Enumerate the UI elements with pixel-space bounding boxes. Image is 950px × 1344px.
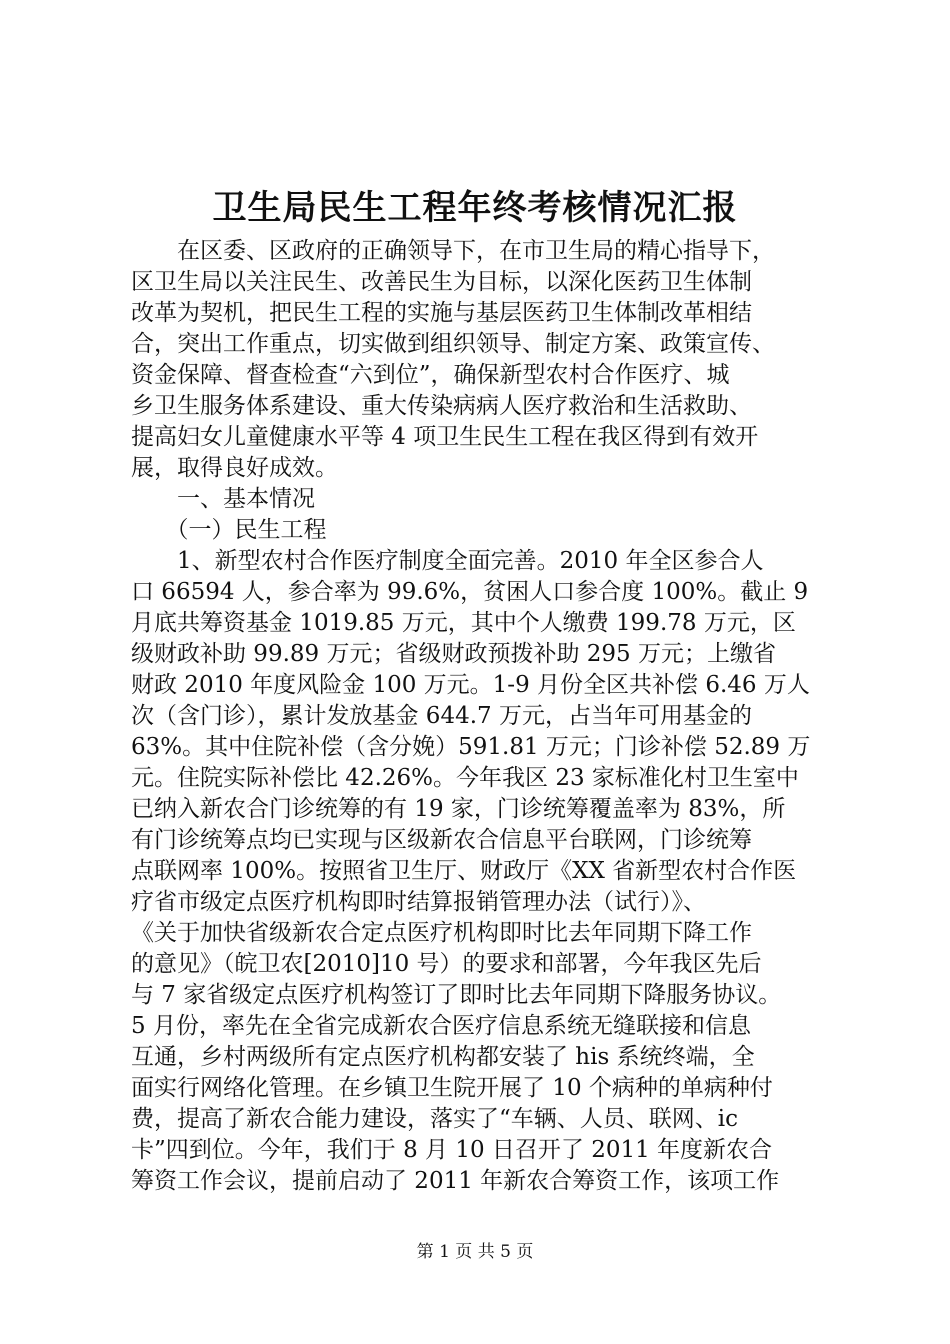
text-line: 提高妇女儿童健康水平等 4 项卫生民生工程在我区得到有效开 xyxy=(131,424,759,450)
text-line: 筹资工作会议，提前启动了 2011 年新农合筹资工作，该项工作 xyxy=(131,1168,780,1194)
text-line: 点联网率 100%。按照省卫生厅、财政厅《XX 省新型农村合作医 xyxy=(131,858,797,884)
section-heading: 一、基本情况 xyxy=(131,486,315,512)
text-line: 与 7 家省级定点医疗机构签订了即时比去年同期下降服务协议。 xyxy=(131,982,782,1008)
text-line: 《关于加快省级新农合定点医疗机构即时比去年同期下降工作 xyxy=(131,920,752,946)
text-line: 资金保障、督查检查“六到位”，确保新型农村合作医疗、城 xyxy=(131,362,730,388)
text-line: 互通，乡村两级所有定点医疗机构都安装了 his 系统终端，全 xyxy=(131,1044,755,1070)
text-line: 展，取得良好成效。 xyxy=(131,455,338,481)
text-line: 疗省市级定点医疗机构即时结算报销管理办法（试行）》、 xyxy=(131,889,706,915)
page-footer: 第 1 页 共 5 页 xyxy=(416,1242,534,1262)
document-body xyxy=(131,236,826,1197)
text-line: 次（含门诊），累计发放基金 644.7 万元，占当年可用基金的 xyxy=(131,703,752,729)
text-line: 的意见》（皖卫农[2010]10 号）的要求和部署，今年我区先后 xyxy=(131,951,762,977)
subsection-heading: （一）民生工程 xyxy=(131,517,327,543)
text-line: 合，突出工作重点，切实做到组织领导、制定方案、政策宣传、 xyxy=(131,331,775,357)
text-line: 5 月份，率先在全省完成新农合医疗信息系统无缝联接和信息 xyxy=(131,1013,751,1039)
text-line: 月底共筹资基金 1019.85 万元，其中个人缴费 199.78 万元，区 xyxy=(131,610,796,636)
text-line: 已纳入新农合门诊统筹的有 19 家，门诊统筹覆盖率为 83%，所 xyxy=(131,796,786,822)
text-line: 在区委、区政府的正确领导下，在市卫生局的精心指导下， xyxy=(131,238,775,264)
text-line: 级财政补助 99.89 万元；省级财政预拨补助 295 万元；上缴省 xyxy=(131,641,776,667)
text-line: 有门诊统筹点均已实现与区级新农合信息平台联网，门诊统筹 xyxy=(131,827,752,853)
text-line: 改革为契机，把民生工程的实施与基层医药卫生体制改革相结 xyxy=(131,300,752,326)
text-line: 费，提高了新农合能力建设，落实了“车辆、人员、联网、ic xyxy=(131,1106,738,1132)
text-line: 口 66594 人，参合率为 99.6%，贫困人口参合度 100%。截止 9 xyxy=(131,579,809,605)
text-line: 财政 2010 年度风险金 100 万元。1-9 月份全区共补偿 6.46 万人 xyxy=(131,672,810,698)
text-line: 面实行网络化管理。在乡镇卫生院开展了 10 个病种的单病种付 xyxy=(131,1075,773,1101)
text-line: 卡”四到位。今年，我们于 8 月 10 日召开了 2011 年度新农合 xyxy=(131,1137,773,1163)
document-title: 卫生局民生工程年终考核情况汇报 xyxy=(212,188,738,228)
text-line: 区卫生局以关注民生、改善民生为目标，以深化医药卫生体制 xyxy=(131,269,752,295)
text-line: 63%。其中住院补偿（含分娩）591.81 万元；门诊补偿 52.89 万 xyxy=(131,734,811,760)
text-line: 1、新型农村合作医疗制度全面完善。2010 年全区参合人 xyxy=(131,548,764,574)
text-line: 乡卫生服务体系建设、重大传染病病人医疗救治和生活救助、 xyxy=(131,393,752,419)
text-line: 元。住院实际补偿比 42.26%。今年我区 23 家标准化村卫生室中 xyxy=(131,765,799,791)
